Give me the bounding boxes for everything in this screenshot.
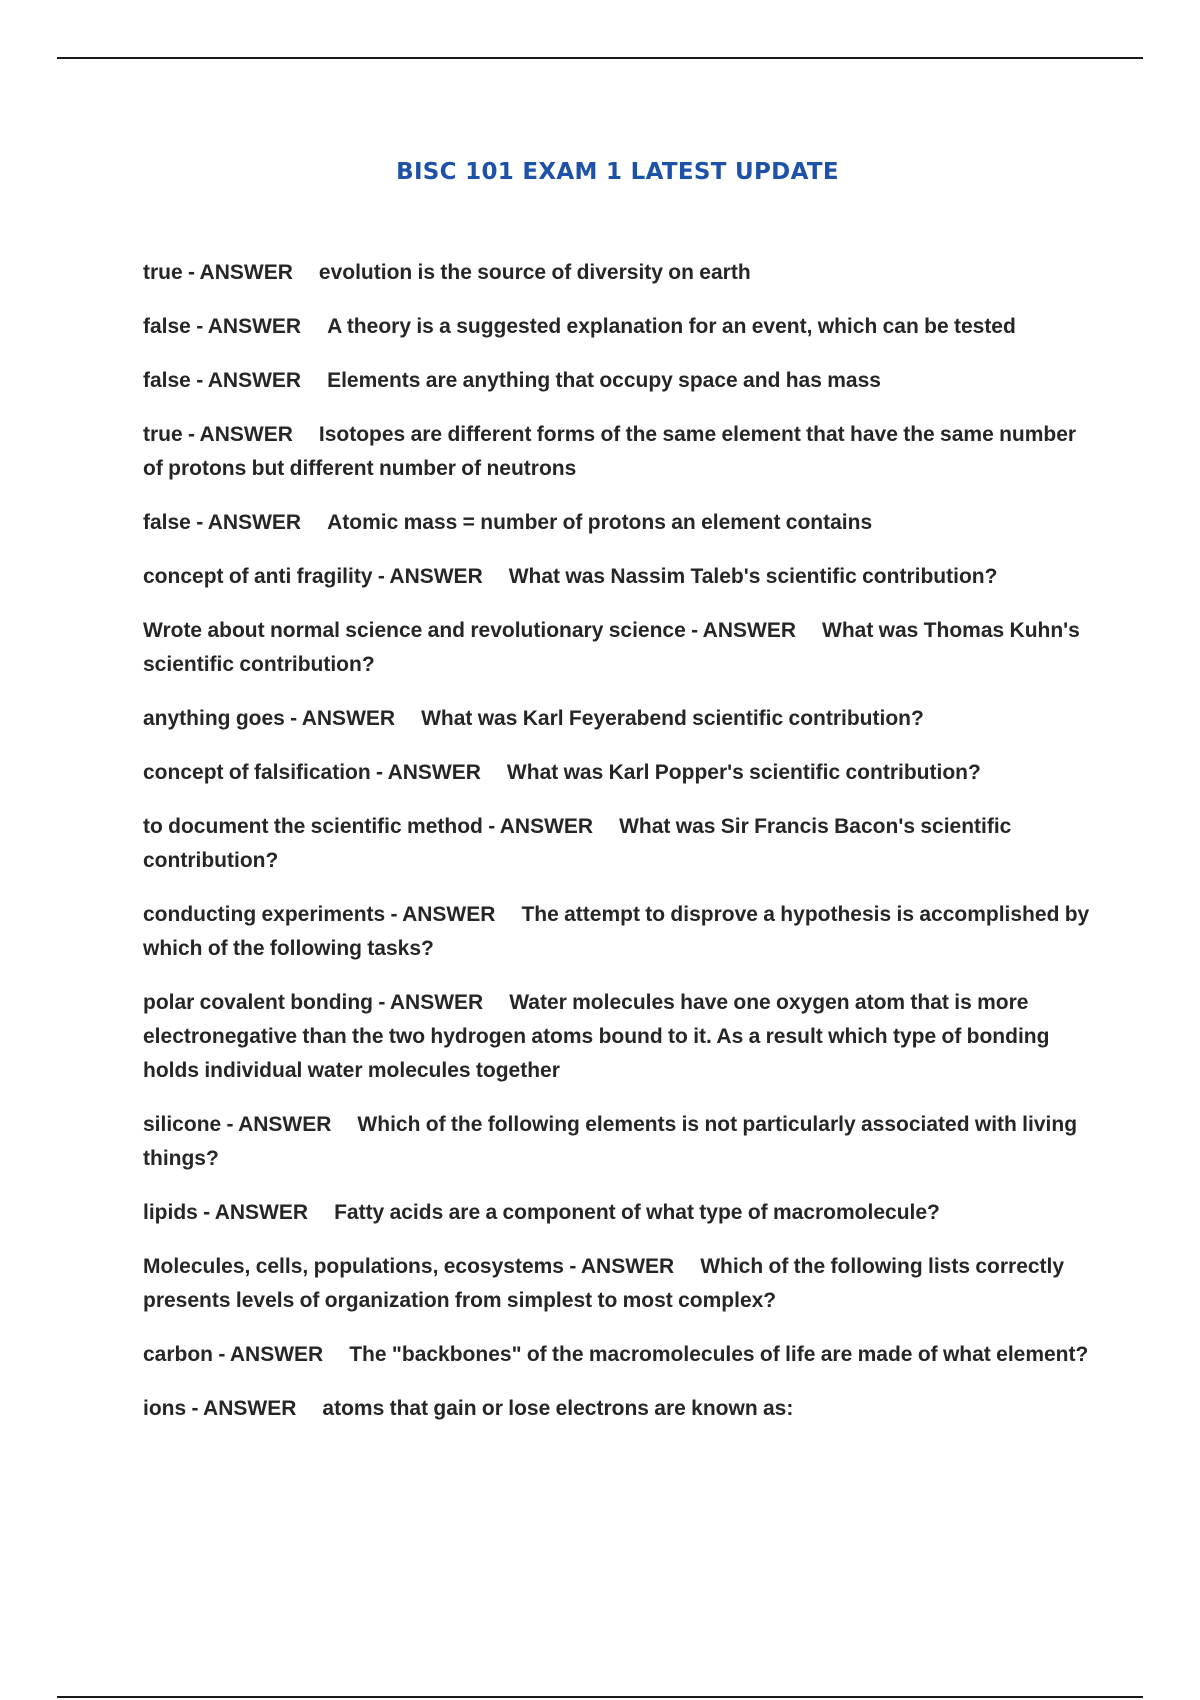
qa-item [143,756,1098,790]
question-text: What was Sir Francis Bacon's scientific contribution? [143,815,1012,872]
question-text: The attempt to disprove a hypothesis is accomplished by which of the following tasks? [143,903,1090,960]
question-text: evolution is the source of diversity on earth [318,261,751,284]
answer-text: carbon - ANSWER [143,1343,324,1366]
qa-item [143,614,1098,682]
answer-text: to document the scientific method - ANSWER [143,815,594,838]
answer-text: conducting experiments - ANSWER [143,903,496,926]
qa-item [143,1196,1098,1230]
qa-item [143,256,1098,290]
question-text: What was Karl Popper's scientific contribution? [506,761,981,784]
answer-text: ions - ANSWER [143,1397,297,1420]
answer-text: silicone - ANSWER [143,1113,332,1136]
qa-item [143,898,1098,966]
question-text: Fatty acids are a component of what type of macromolecule? [334,1201,940,1224]
question-text: Isotopes are different forms of the same element that have the same number of protons but different number of neutrons [143,423,1077,480]
qa-item [143,310,1098,344]
qa-item [143,1338,1098,1372]
qa-item [143,702,1098,736]
qa-item [143,1392,1098,1426]
qa-item [143,418,1098,486]
question-text: Atomic mass = number of protons an element contains [327,511,873,534]
answer-text: Wrote about normal science and revolutionary science - ANSWER [143,619,796,642]
qa-item [143,986,1098,1088]
answer-text: anything goes - ANSWER [143,707,396,730]
answer-text: concept of falsification - ANSWER [143,761,481,784]
question-text: atoms that gain or lose electrons are known as: [322,1397,794,1420]
qa-item [143,364,1098,398]
answer-text: lipids - ANSWER [143,1201,309,1224]
answer-text: false - ANSWER [143,511,302,534]
bottom-rule [57,1696,1143,1698]
question-text: What was Nassim Taleb's scientific contribution? [508,565,998,588]
question-text: The "backbones" of the macromolecules of life are made of what element? [349,1343,1089,1366]
top-rule [57,57,1143,59]
qa-item [143,1108,1098,1176]
qa-item [143,560,1098,594]
answer-text: concept of anti fragility - ANSWER [143,565,483,588]
question-text: A theory is a suggested explanation for an event, which can be tested [327,315,1016,338]
qa-item [143,1250,1098,1318]
question-text: Which of the following lists correctly presents levels of organization from simplest to most complex? [143,1255,1065,1312]
question-text: Elements are anything that occupy space and has mass [327,369,881,392]
question-text: What was Karl Feyerabend scientific contribution? [421,707,924,730]
question-text: What was Thomas Kuhn's scientific contribution? [143,619,1080,676]
qa-item [143,810,1098,878]
document-title: BISC 101 EXAM 1 LATEST UPDATE [396,159,839,186]
question-text: Which of the following elements is not particularly associated with living things? [143,1113,1078,1170]
answer-text: true - ANSWER [143,423,293,446]
answer-text: true - ANSWER [143,261,293,284]
qa-list [143,256,1098,1446]
answer-text: polar covalent bonding - ANSWER [143,991,484,1014]
question-text: Water molecules have one oxygen atom that is more electronegative than the two hydrogen atoms bound to it. As a result which type of bonding holds individual water molecules together [143,991,1050,1082]
answer-text: Molecules, cells, populations, ecosystems - ANSWER [143,1255,675,1278]
qa-item [143,506,1098,540]
answer-text: false - ANSWER [143,315,302,338]
answer-text: false - ANSWER [143,369,302,392]
